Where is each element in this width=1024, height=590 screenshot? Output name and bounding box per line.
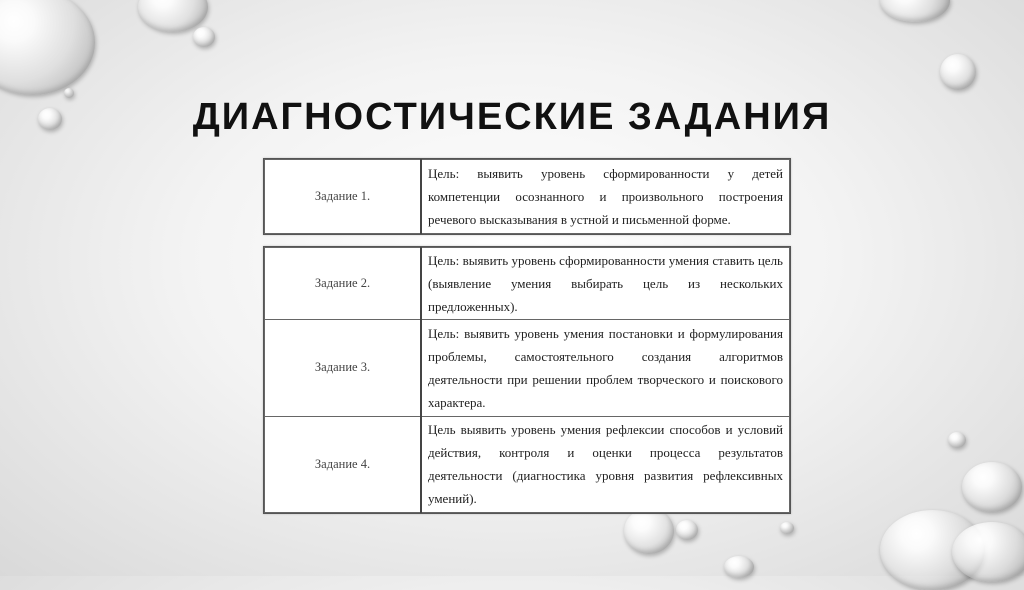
task-goal: Цель: выявить уровень сформированности умения ставить цель (выявление умения выбирать цель из нескольких предложенных). (421, 248, 790, 320)
slide-title: ДИАГНОСТИЧЕСКИЕ ЗАДАНИЯ (192, 96, 832, 138)
table-row (265, 416, 790, 512)
task-name: Задание 2. (265, 248, 422, 320)
water-drop-decoration (948, 432, 966, 448)
water-drop-decoration (962, 462, 1022, 512)
water-drop-decoration (676, 520, 698, 540)
water-drop-decoration (193, 27, 215, 47)
table-row (265, 248, 790, 320)
water-drop-decoration (0, 0, 95, 95)
task-goal: Цель выявить уровень умения рефлексии способов и условий действия, контроля и оценки процесса результатов деятельности (диагностика уровня развития рефлексивных умений). (421, 416, 790, 512)
task-goal: Цель: выявить уровень сформированности у детей компетенции осознанного и произвольного построения речевого высказывания в устной и письменной форме. (421, 160, 790, 234)
water-drop-decoration (952, 522, 1024, 582)
task-table-1 (263, 158, 791, 235)
water-drop-decoration (724, 556, 754, 578)
task-table-2 (263, 246, 791, 514)
water-drop-decoration (880, 0, 950, 22)
table-row (265, 320, 790, 416)
task-name: Задание 1. (265, 160, 422, 234)
water-drop-decoration (940, 54, 976, 90)
water-drop-decoration (138, 0, 208, 32)
task-name: Задание 3. (265, 320, 422, 416)
table-row (265, 160, 790, 234)
water-drop-decoration (780, 522, 794, 534)
task-name: Задание 4. (265, 416, 422, 512)
task-goal: Цель: выявить уровень умения постановки и формулирования проблемы, самостоятельного создания алгоритмов деятельности при решении проблем творческого и поискового характера. (421, 320, 790, 416)
water-drop-decoration (624, 508, 674, 554)
